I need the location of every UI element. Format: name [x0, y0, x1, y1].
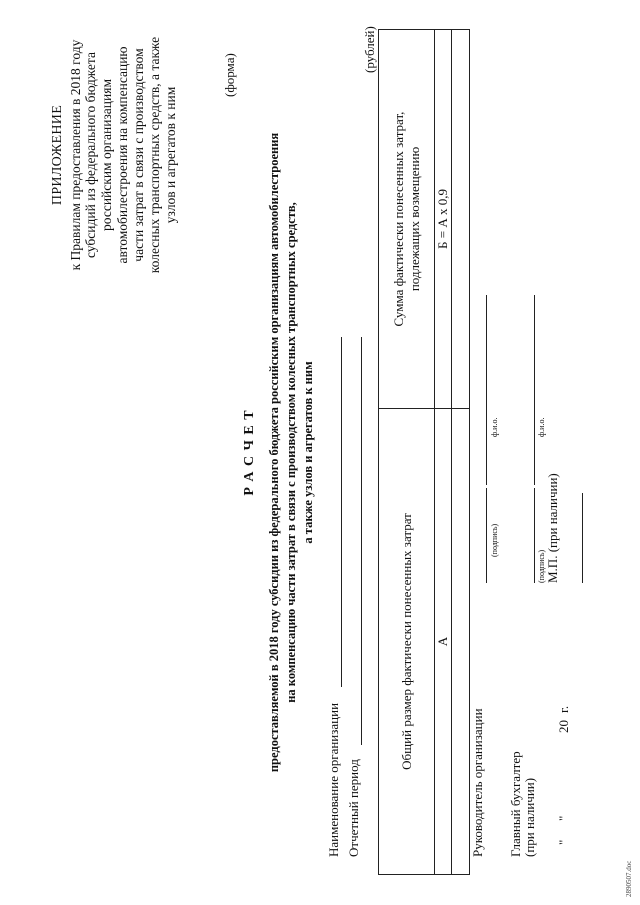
value-total-costs	[452, 409, 470, 875]
code-a: А	[435, 409, 452, 875]
head-name-line	[486, 295, 487, 485]
appendix-line: российским организациям	[99, 79, 115, 231]
appendix-heading: ПРИЛОЖЕНИЕ	[50, 104, 65, 206]
reporting-period-label: Отчетный период	[346, 759, 361, 857]
title-line: предоставляемой в 2018 году субсидии из федерального бюджета российским организациям автомобилестроения	[267, 132, 281, 773]
header-line: подлежащих возмещению	[406, 146, 422, 292]
document-code: 2890507.doc	[625, 860, 633, 897]
code-b: Б = А х 0,9	[435, 30, 452, 409]
page-title: Р А С Ч Е Т	[242, 409, 257, 496]
head-of-organization-label: Руководитель организации	[470, 708, 485, 857]
accountant-name-line	[534, 295, 535, 485]
appendix-line: субсидий из федерального бюджета	[83, 52, 99, 258]
accountant-signature-line	[534, 488, 535, 583]
chief-accountant-label: Главный бухгалтер	[508, 751, 523, 857]
head-signature-caption: (подпись)	[490, 523, 499, 557]
appendix-line: автомобилестроения на компенсацию	[115, 46, 131, 264]
chief-accountant-note: (при наличии)	[522, 777, 537, 857]
currency-note: (рублей)	[362, 26, 377, 73]
appendix-line: к Правилам предоставления в 2018 году	[67, 39, 83, 271]
reporting-period-line	[361, 337, 362, 745]
date-year-suffix: г.	[556, 705, 571, 713]
value-reimbursable-costs	[452, 30, 470, 409]
date-quote-close: "	[556, 815, 571, 821]
appendix-line: колесных транспортных средств, а также	[147, 36, 163, 274]
header-line: Сумма фактически понесенных затрат,	[390, 111, 406, 327]
date-year-prefix: 20	[556, 720, 571, 733]
accountant-signature-caption: (подпись)	[537, 549, 546, 583]
accountant-name-caption: ф.и.о.	[537, 417, 546, 437]
head-signature-line	[486, 488, 487, 583]
appendix-block	[50, 5, 179, 305]
appendix-line: части затрат в связи с производством	[131, 48, 147, 262]
date-quote-open: "	[556, 839, 571, 845]
header-reimbursable-costs	[379, 30, 435, 409]
head-name-caption: ф.и.о.	[490, 417, 499, 437]
organization-name-line	[341, 337, 342, 687]
stamp-line	[582, 493, 583, 583]
calculation-table	[378, 29, 470, 875]
form-label: (форма)	[222, 53, 237, 97]
title-line: а также узлов и агрегатов к ним	[301, 361, 315, 544]
organization-name-label: Наименование организации	[326, 702, 341, 857]
stamp-label: М.П. (при наличии)	[545, 473, 560, 583]
appendix-line: узлов и агрегатов к ним	[163, 86, 179, 224]
title-line: на компенсацию части затрат в связи с производством колесных транспортных средств,	[284, 202, 298, 703]
header-total-costs: Общий размер фактически понесенных затрат	[379, 409, 435, 875]
